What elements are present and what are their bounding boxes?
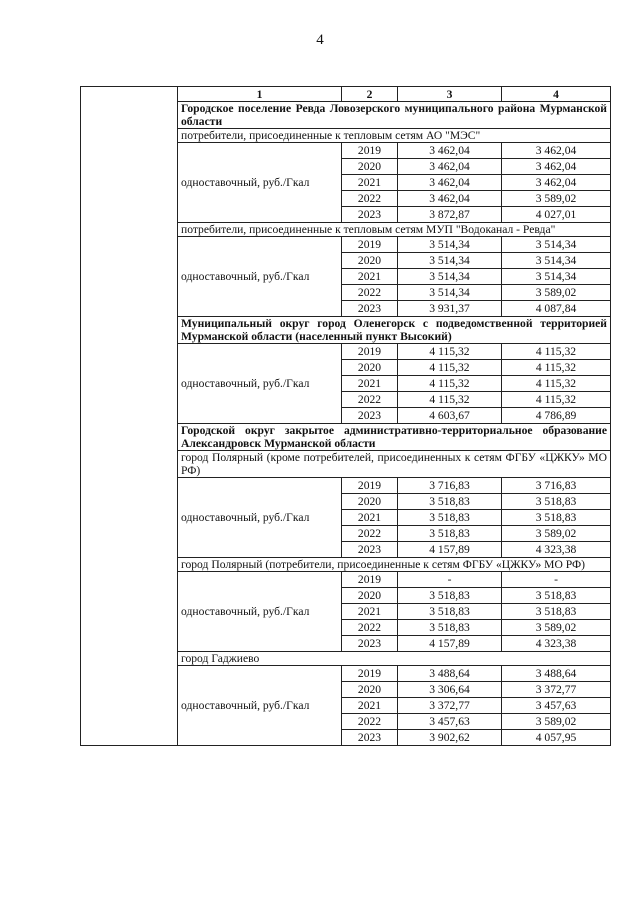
tariff-value-1: 3 457,63 — [398, 714, 502, 730]
blank-column-cell — [81, 87, 178, 746]
page-number: 4 — [316, 32, 324, 48]
tariff-value-2: 4 115,32 — [502, 360, 611, 376]
section-title: Городской округ закрытое административно-территориальное образование Александровск Мурманской области — [178, 424, 611, 451]
year-cell: 2019 — [342, 237, 398, 253]
year-cell: 2022 — [342, 714, 398, 730]
header-col-1: 1 — [178, 87, 342, 102]
header-col-3: 3 — [398, 87, 502, 102]
year-cell: 2021 — [342, 269, 398, 285]
year-cell: 2023 — [342, 207, 398, 223]
year-cell: 2020 — [342, 494, 398, 510]
year-cell: 2023 — [342, 730, 398, 746]
tariff-value-2: 4 115,32 — [502, 376, 611, 392]
year-cell: 2019 — [342, 344, 398, 360]
year-cell: 2021 — [342, 698, 398, 714]
group-subtitle: потребители, присоединенные к тепловым сетям МУП "Водоканал - Ревда" — [178, 223, 611, 237]
tariff-value-2: 4 323,38 — [502, 542, 611, 558]
tariff-value-2: 3 518,83 — [502, 510, 611, 526]
tariff-value-2: - — [502, 572, 611, 588]
group-subtitle: город Полярный (кроме потребителей, присоединенных к сетям ФГБУ «ЦЖКУ» МО РФ) — [178, 451, 611, 478]
tariff-value-1: 3 518,83 — [398, 588, 502, 604]
tariff-value-2: 3 518,83 — [502, 494, 611, 510]
tariff-type-label: одноставочный, руб./Гкал — [178, 666, 342, 746]
tariff-value-1: 3 902,62 — [398, 730, 502, 746]
tariff-value-1: 4 157,89 — [398, 542, 502, 558]
year-cell: 2019 — [342, 478, 398, 494]
tariff-value-1: 3 462,04 — [398, 143, 502, 159]
tariff-value-1: 4 115,32 — [398, 360, 502, 376]
tariff-value-1: 3 518,83 — [398, 604, 502, 620]
tariff-value-2: 3 518,83 — [502, 588, 611, 604]
tariff-value-1: 3 514,34 — [398, 285, 502, 301]
year-cell: 2020 — [342, 159, 398, 175]
tariff-value-1: 3 462,04 — [398, 159, 502, 175]
header-row — [81, 87, 611, 102]
tariff-type-label: одноставочный, руб./Гкал — [178, 344, 342, 424]
tariff-table-body — [81, 87, 611, 746]
year-cell: 2021 — [342, 510, 398, 526]
tariff-value-2: 3 589,02 — [502, 714, 611, 730]
tariff-value-2: 3 589,02 — [502, 526, 611, 542]
tariff-value-2: 3 462,04 — [502, 175, 611, 191]
tariff-value-2: 3 589,02 — [502, 285, 611, 301]
group-subtitle: город Гаджиево — [178, 652, 611, 666]
tariff-value-1: 4 157,89 — [398, 636, 502, 652]
tariff-value-2: 3 457,63 — [502, 698, 611, 714]
year-cell: 2022 — [342, 285, 398, 301]
tariff-value-2: 3 589,02 — [502, 191, 611, 207]
year-cell: 2021 — [342, 604, 398, 620]
tariff-value-1: 4 115,32 — [398, 344, 502, 360]
tariff-value-2: 3 589,02 — [502, 620, 611, 636]
tariff-value-1: 3 514,34 — [398, 269, 502, 285]
tariff-value-2: 3 462,04 — [502, 143, 611, 159]
year-cell: 2023 — [342, 542, 398, 558]
year-cell: 2019 — [342, 666, 398, 682]
tariff-value-2: 3 488,64 — [502, 666, 611, 682]
tariff-value-2: 4 323,38 — [502, 636, 611, 652]
tariff-type-label: одноставочный, руб./Гкал — [178, 143, 342, 223]
tariff-value-2: 3 518,83 — [502, 604, 611, 620]
year-cell: 2021 — [342, 376, 398, 392]
tariff-value-2: 3 716,83 — [502, 478, 611, 494]
tariff-value-1: 3 372,77 — [398, 698, 502, 714]
year-cell: 2019 — [342, 572, 398, 588]
year-cell: 2023 — [342, 408, 398, 424]
tariff-value-1: 4 115,32 — [398, 376, 502, 392]
year-cell: 2023 — [342, 636, 398, 652]
group-subtitle: город Полярный (потребители, присоединенные к сетям ФГБУ «ЦЖКУ» МО РФ) — [178, 558, 611, 572]
tariff-value-2: 3 514,34 — [502, 269, 611, 285]
year-cell: 2022 — [342, 191, 398, 207]
year-cell: 2019 — [342, 143, 398, 159]
tariff-type-label: одноставочный, руб./Гкал — [178, 237, 342, 317]
tariff-value-1: 3 306,64 — [398, 682, 502, 698]
tariff-value-2: 4 115,32 — [502, 344, 611, 360]
tariff-value-2: 4 115,32 — [502, 392, 611, 408]
group-subtitle: потребители, присоединенные к тепловым сетям АО "МЭС" — [178, 129, 611, 143]
tariff-value-1: 3 462,04 — [398, 191, 502, 207]
tariff-value-2: 4 087,84 — [502, 301, 611, 317]
tariff-value-1: 4 603,67 — [398, 408, 502, 424]
tariff-value-1: 3 518,83 — [398, 510, 502, 526]
tariff-value-2: 3 372,77 — [502, 682, 611, 698]
tariff-value-1: 3 518,83 — [398, 620, 502, 636]
section-title: Муниципальный округ город Оленегорск с подведомственной территорией Мурманской области (населенный пункт Высокий) — [178, 317, 611, 344]
tariff-value-1: 3 488,64 — [398, 666, 502, 682]
tariff-value-2: 4 027,01 — [502, 207, 611, 223]
year-cell: 2020 — [342, 253, 398, 269]
tariff-value-1: - — [398, 572, 502, 588]
year-cell: 2021 — [342, 175, 398, 191]
year-cell: 2022 — [342, 392, 398, 408]
year-cell: 2022 — [342, 526, 398, 542]
tariff-value-1: 3 518,83 — [398, 526, 502, 542]
tariff-value-1: 3 514,34 — [398, 237, 502, 253]
header-col-2: 2 — [342, 87, 398, 102]
year-cell: 2020 — [342, 588, 398, 604]
tariff-value-1: 3 462,04 — [398, 175, 502, 191]
year-cell: 2020 — [342, 682, 398, 698]
tariff-type-label: одноставочный, руб./Гкал — [178, 478, 342, 558]
year-cell: 2023 — [342, 301, 398, 317]
tariff-value-2: 4 786,89 — [502, 408, 611, 424]
tariff-table — [80, 86, 611, 746]
header-col-4: 4 — [502, 87, 611, 102]
tariff-value-2: 4 057,95 — [502, 730, 611, 746]
tariff-value-2: 3 514,34 — [502, 237, 611, 253]
tariff-value-1: 3 931,37 — [398, 301, 502, 317]
year-cell: 2020 — [342, 360, 398, 376]
tariff-value-1: 3 872,87 — [398, 207, 502, 223]
tariff-value-2: 3 514,34 — [502, 253, 611, 269]
tariff-value-1: 3 716,83 — [398, 478, 502, 494]
year-cell: 2022 — [342, 620, 398, 636]
tariff-value-1: 3 518,83 — [398, 494, 502, 510]
section-title: Городское поселение Ревда Ловозерского муниципального района Мурманской области — [178, 102, 611, 129]
tariff-value-2: 3 462,04 — [502, 159, 611, 175]
tariff-type-label: одноставочный, руб./Гкал — [178, 572, 342, 652]
tariff-value-1: 3 514,34 — [398, 253, 502, 269]
tariff-value-1: 4 115,32 — [398, 392, 502, 408]
